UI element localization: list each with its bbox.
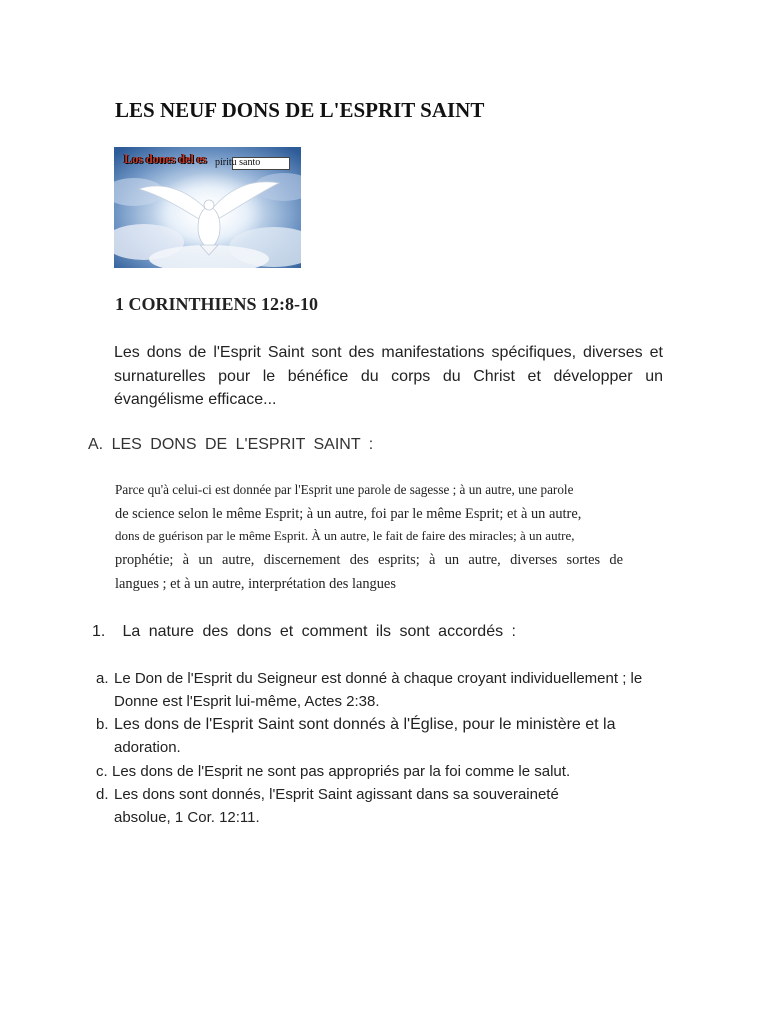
quote-line: langues ; et à un autre, interprétation des langues (115, 576, 396, 592)
list-line: Les dons de l'Esprit Saint sont donnés à l'Église, pour le ministère et la (114, 716, 616, 733)
list-item (96, 786, 559, 826)
list-line-continued: adoration. (114, 739, 181, 756)
section-a-text: LES DONS DE L'ESPRIT SAINT : (111, 436, 374, 453)
image-caption-black: píritu santo (215, 157, 261, 168)
list-item (96, 763, 570, 780)
list-line-continued: Donne est l'Esprit lui-même, Actes 2:38. (114, 693, 380, 710)
quote-line: prophétie; à un autre, discernement des esprits; à un autre, diverses sortes de (115, 552, 623, 568)
quote-line: de science selon le même Esprit; à un autre, foi par le même Esprit; et à un autre, (115, 506, 582, 522)
list-marker: d. (96, 786, 109, 803)
section-a-marker: A. (88, 436, 104, 453)
list-line: Les dons sont donnés, l'Esprit Saint agissant dans sa souveraineté (114, 786, 559, 803)
document-title: LES NEUF DONS DE L'ESPRIT SAINT (115, 98, 485, 122)
list-marker: b. (96, 716, 109, 733)
item-text: La nature des dons et comment ils sont accordés : (122, 623, 516, 640)
scripture-reference: 1 CORINTHIENS 12:8-10 (115, 294, 319, 314)
scripture-quote (115, 482, 625, 600)
intro-paragraph: Les dons de l'Esprit Saint sont des manifestations spécifiques, diverses et surnaturelles pour le bénéfice du corps du Christ et développer un évangélisme efficace... (114, 344, 663, 408)
section-a-heading (88, 436, 373, 454)
list-line: Le Don de l'Esprit du Seigneur est donné à chaque croyant individuellement ; le (114, 670, 643, 687)
list-line: Les dons de l'Esprit ne sont pas appropriés par la foi comme le salut. (112, 763, 571, 780)
numbered-heading-1 (92, 623, 516, 641)
list-line-continued: absolue, 1 Cor. 12:11. (114, 809, 260, 826)
quote-line: Parce qu'à celui-ci est donnée par l'Esprit une parole de sagesse ; à un autre, une parole (115, 482, 574, 497)
list-item (96, 716, 616, 756)
item-number: 1. (92, 623, 106, 640)
quote-line: dons de guérison par le même Esprit. À un autre, le fait de faire des miracles; à un autre, (115, 528, 575, 543)
dove-in-clouds-image (114, 147, 301, 268)
list-marker: c. (96, 763, 108, 780)
list-item (96, 670, 643, 710)
image-caption-red: Los dones del es (124, 152, 207, 166)
list-marker: a. (96, 670, 109, 687)
